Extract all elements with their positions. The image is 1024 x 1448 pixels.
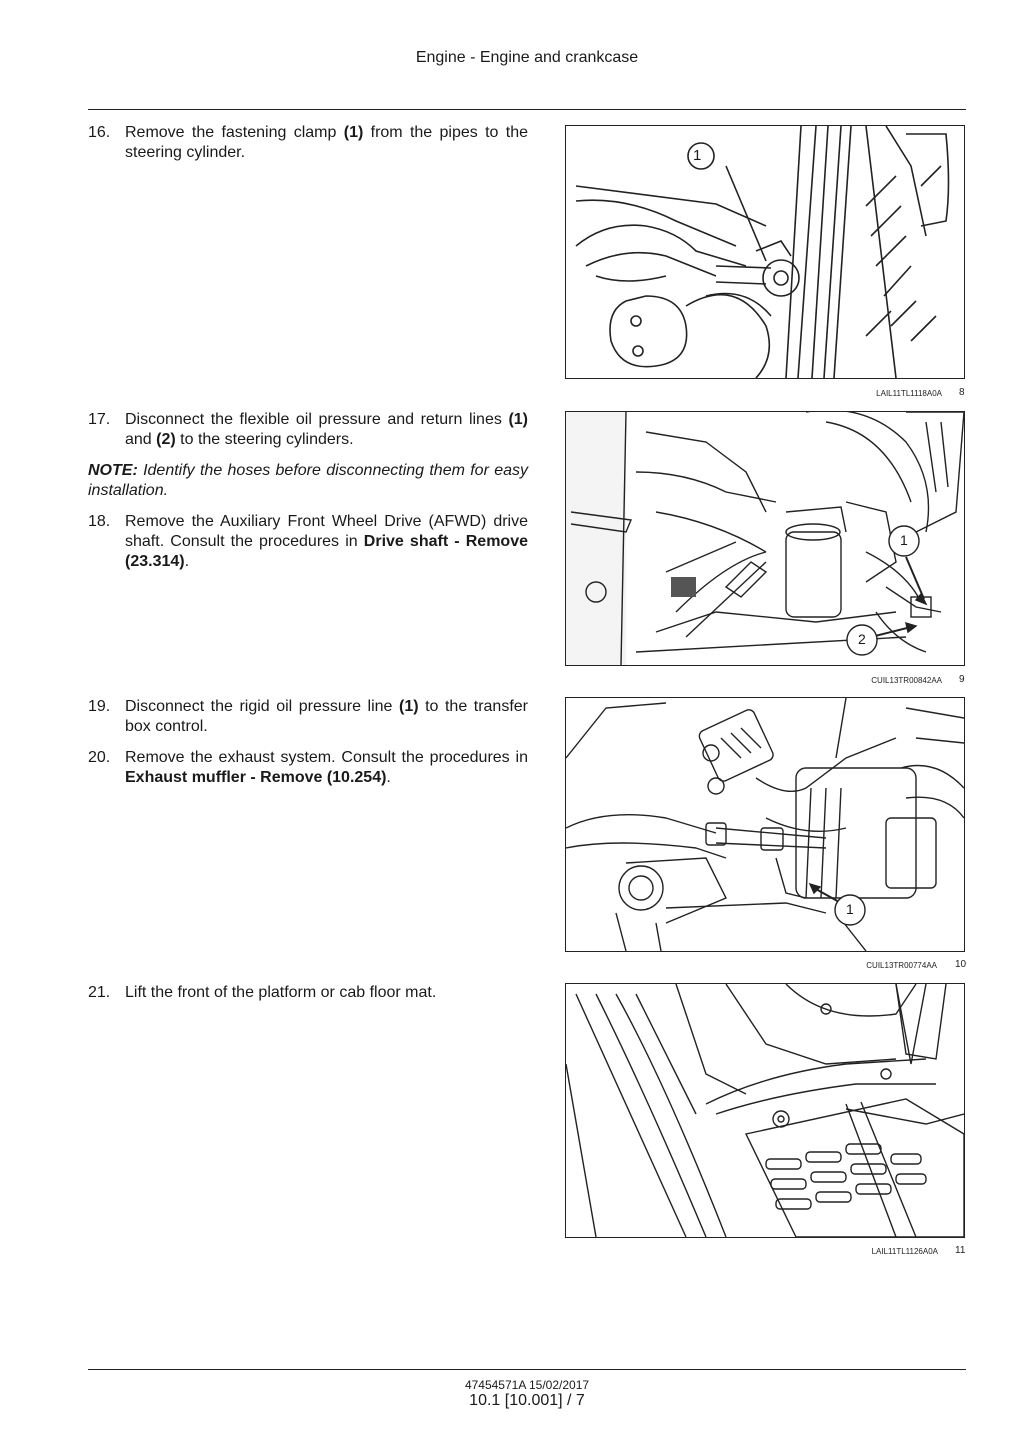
- footer-rule: [88, 1369, 966, 1370]
- note-text: NOTE: Identify the hoses before disconnecting them for easy installation.: [88, 462, 528, 499]
- step-text: Disconnect the flexible oil pressure and return lines (1) and (2) to the steering cylinders.: [125, 411, 528, 448]
- figure-10-number: 10: [955, 959, 967, 970]
- step-18: [88, 512, 528, 572]
- figure-8-illustration: [565, 125, 965, 379]
- link-exhaust-muffler-remove[interactable]: Exhaust muffler - Remove (10.254): [125, 769, 387, 786]
- footer-page-number: 10.1 [10.001] / 7: [469, 1392, 585, 1409]
- step-19: [88, 697, 528, 737]
- callout-1-label: 1: [846, 901, 854, 917]
- step-17: [88, 410, 528, 450]
- step-text: Remove the fastening clamp (1) from the pipes to the steering cylinder.: [125, 124, 528, 161]
- figure-8-number: 8: [959, 387, 965, 398]
- callout-1-label: 1: [693, 147, 702, 164]
- callout-1-label: 1: [900, 532, 908, 548]
- callout-2-label: 2: [858, 631, 866, 647]
- figure-9-caption: CUIL13TR00842AA: [871, 676, 942, 685]
- header-rule: [88, 109, 966, 110]
- step-text: Remove the Auxiliary Front Wheel Drive (AFWD) drive shaft. Consult the procedures in Drive shaft - Remove (23.314).: [125, 513, 528, 570]
- link-drive-shaft-remove[interactable]: Drive shaft - Remove (23.314): [125, 533, 528, 570]
- step-number: 20.: [88, 749, 111, 766]
- figure-9-number: 9: [959, 674, 965, 685]
- step-number: 16.: [88, 124, 111, 141]
- figure-9-illustration: [565, 411, 965, 666]
- figure-11-illustration: [565, 983, 965, 1238]
- step-20: [88, 748, 528, 788]
- step-text: Remove the exhaust system. Consult the procedures in Exhaust muffler - Remove (10.254).: [125, 749, 528, 786]
- figure-8-caption: LAIL11TL1118A0A: [876, 389, 942, 398]
- page-header-title: Engine - Engine and crankcase: [415, 49, 639, 66]
- step-text: Lift the front of the platform or cab floor mat.: [125, 984, 437, 1001]
- figure-11-number: 11: [955, 1245, 966, 1256]
- note-label: NOTE:: [88, 462, 138, 479]
- step-number: 17.: [88, 411, 111, 428]
- figure-10-caption: CUIL13TR00774AA: [866, 961, 937, 970]
- step-text: Disconnect the rigid oil pressure line (1) to the transfer box control.: [125, 698, 528, 735]
- step-21: [88, 983, 528, 1003]
- step-number: 18.: [88, 513, 111, 530]
- figure-10-illustration: [565, 697, 965, 952]
- step-number: 21.: [88, 984, 111, 1001]
- footer-doc-code: 47454571A 15/02/2017: [464, 1378, 590, 1392]
- step-16: [88, 123, 528, 163]
- step-number: 19.: [88, 698, 111, 715]
- figure-11-caption: LAIL11TL1126A0A: [871, 1247, 938, 1256]
